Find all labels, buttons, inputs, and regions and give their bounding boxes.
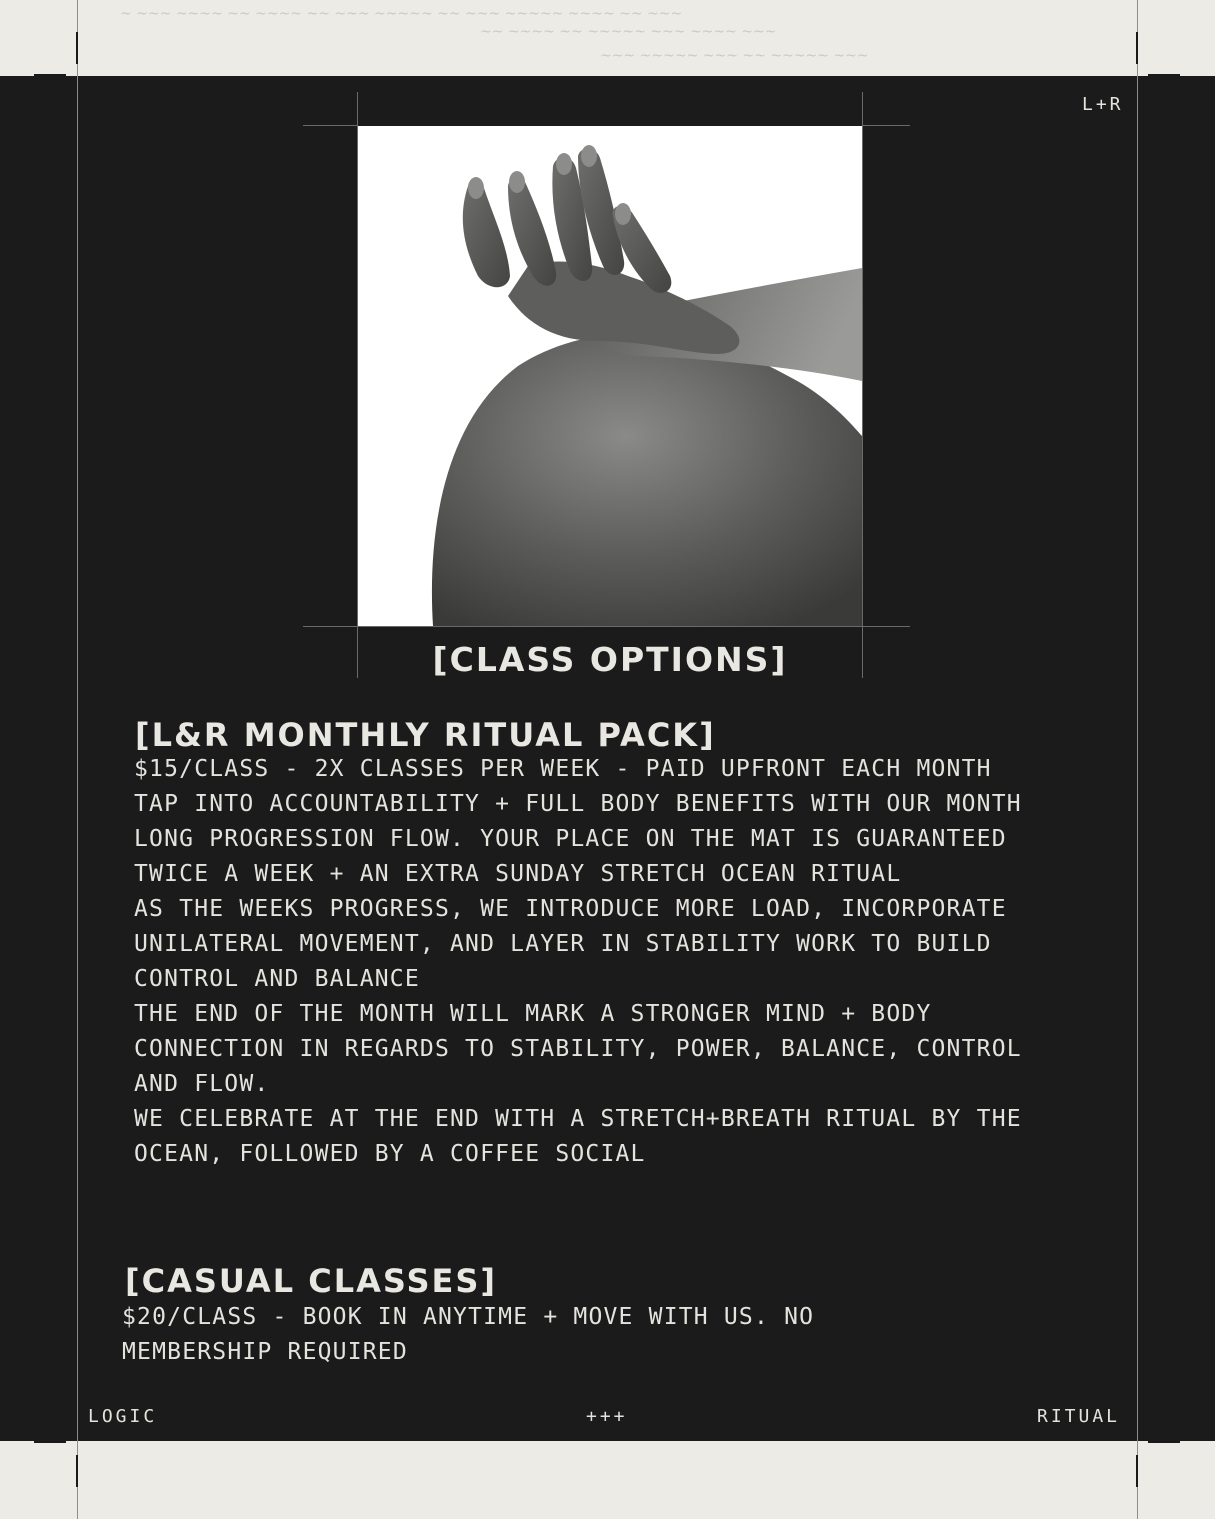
casual-classes-body bbox=[122, 1300, 922, 1370]
photo-crop-guide bbox=[862, 92, 863, 678]
footer-center-mark: +++ bbox=[586, 1406, 628, 1427]
photo-crop-guide bbox=[357, 92, 358, 678]
monthly-pack-paragraph: THE END OF THE MONTH WILL MARK A STRONGER MIND + BODY CONNECTION IN REGARDS TO STABILITY, POWER, BALANCE, CONTROL AND FLOW. bbox=[134, 1001, 1022, 1097]
photo-crop-guide bbox=[862, 125, 910, 126]
casual-classes-title: [CASUAL CLASSES] bbox=[125, 1262, 498, 1300]
crop-mark bbox=[34, 74, 66, 76]
paper-texture: ~~~ ~~~~~ ~~~ ~~ ~~~~~ ~~~ bbox=[600, 48, 869, 64]
crop-mark bbox=[1148, 74, 1180, 76]
paper-top-margin bbox=[0, 0, 1215, 76]
page-title: [CLASS OPTIONS] bbox=[432, 640, 788, 679]
photo-illustration bbox=[358, 126, 862, 626]
paper-texture: ~ ~~~ ~~~~ ~~ ~~~~ ~~ ~~~ ~~~~~ ~~ ~~~ ~~~~~ ~~~~ ~~ ~~~ bbox=[120, 6, 683, 22]
right-guide-line bbox=[1137, 0, 1138, 1519]
monthly-pack-body bbox=[134, 752, 1094, 1172]
crop-mark bbox=[34, 1441, 66, 1443]
photo-crop-guide bbox=[303, 626, 910, 627]
crop-mark bbox=[1136, 32, 1138, 64]
footer-left-label: LOGIC bbox=[88, 1406, 158, 1427]
monthly-pack-paragraph: WE CELEBRATE AT THE END WITH A STRETCH+BREATH RITUAL BY THE OCEAN, FOLLOWED BY A COFFEE SOCIAL bbox=[134, 1106, 1022, 1167]
casual-classes-description: $20/CLASS - BOOK IN ANYTIME + MOVE WITH US. NO MEMBERSHIP REQUIRED bbox=[122, 1304, 815, 1365]
brand-mark: L+R bbox=[1082, 94, 1124, 115]
crop-mark bbox=[1136, 1455, 1138, 1487]
paper-bottom-margin bbox=[0, 1441, 1215, 1519]
monthly-pack-title: [L&R MONTHLY RITUAL PACK] bbox=[135, 716, 716, 754]
crop-mark bbox=[76, 1455, 78, 1487]
crop-mark bbox=[1148, 1441, 1180, 1443]
crop-mark bbox=[76, 32, 78, 64]
footer-right-label: RITUAL bbox=[1037, 1406, 1121, 1427]
monthly-pack-price: $15/CLASS - 2X CLASSES PER WEEK - PAID UPFRONT EACH MONTH bbox=[134, 756, 992, 782]
monthly-pack-paragraph: TAP INTO ACCOUNTABILITY + FULL BODY BENEFITS WITH OUR MONTH LONG PROGRESSION FLOW. YOUR PLACE ON THE MAT IS GUARANTEED TWICE A WEEK + AN EXTRA SUNDAY STRETCH OCEAN RITUAL bbox=[134, 791, 1022, 887]
left-guide-line bbox=[77, 0, 78, 1519]
paper-texture: ~~ ~~~~ ~~ ~~~~~ ~~~ ~~~~ ~~~ bbox=[480, 24, 777, 40]
hand-on-knee-photo bbox=[358, 126, 862, 626]
monthly-pack-paragraph: AS THE WEEKS PROGRESS, WE INTRODUCE MORE LOAD, INCORPORATE UNILATERAL MOVEMENT, AND LAYER IN STABILITY WORK TO BUILD CONTROL AND BALANCE bbox=[134, 896, 1007, 992]
photo-crop-guide bbox=[303, 125, 357, 126]
